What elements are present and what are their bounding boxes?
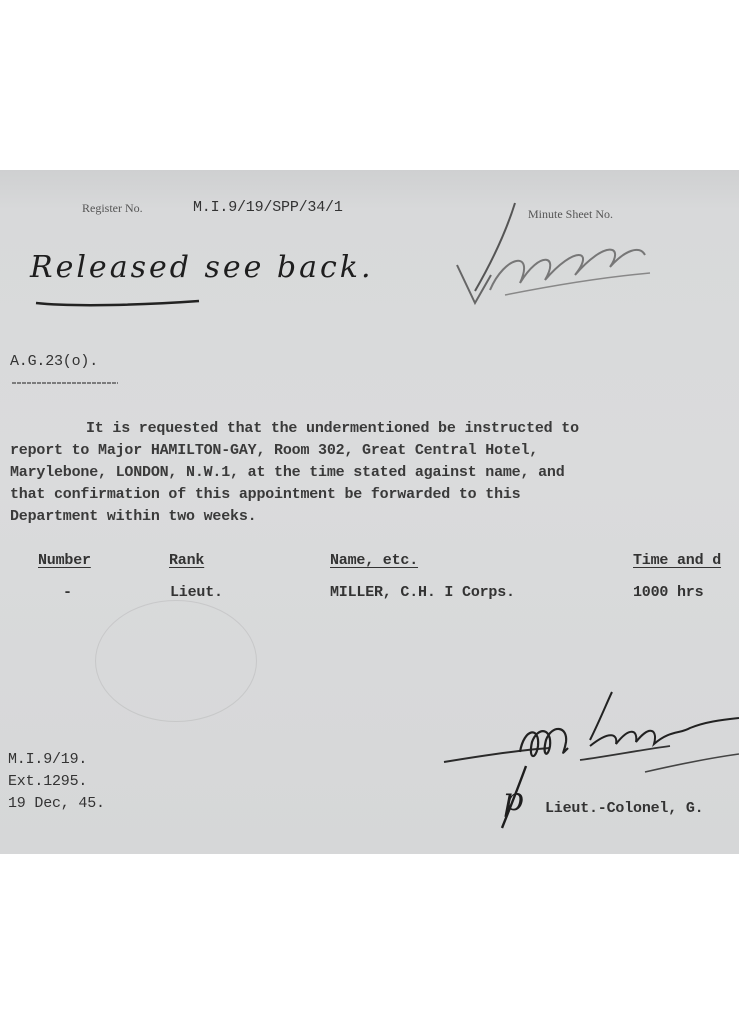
body-line-5: Department within two weeks. [10,508,257,525]
reference-underline [10,380,120,386]
footer-line-2: Ext.1295. [8,773,88,790]
handwritten-note-text: Released see back. [30,250,374,285]
table-header-number: Number [38,552,91,569]
register-label: Register No. [82,201,143,215]
faint-stamp [95,600,257,722]
table-header-name: Name, etc. [330,552,419,569]
handwritten-underline [34,293,234,313]
signatory-prefix-stroke [496,762,536,832]
signature [440,690,739,800]
document-sheet [0,170,739,854]
table-cell-number: - [63,584,72,601]
reference-code: A.G.23(o). [10,353,99,370]
body-line-2: report to Major HAMILTON-GAY, Room 302, Great Central Hotel, [10,442,539,459]
table-cell-name: MILLER, C.H. I Corps. [330,584,515,601]
minute-sheet-label: Minute Sheet No. [528,207,613,221]
footer-line-3: 19 Dec, 45. [8,795,105,812]
body-line-4: that confirmation of this appointment be forwarded to this [10,486,521,503]
body-line-1: It is requested that the undermentioned be instructed to [86,420,579,437]
initials-scribble [445,195,665,325]
table-header-time: Time and d [633,552,722,569]
handwritten-note [30,250,374,285]
signatory-prefix: p [503,780,524,818]
footer-line-1: M.I.9/19. [8,751,88,768]
body-line-3: Marylebone, LONDON, N.W.1, at the time stated against name, and [10,464,565,481]
register-number: M.I.9/19/SPP/34/1 [193,199,343,216]
table-cell-time: 1000 hrs [633,584,704,601]
table-header-rank: Rank [169,552,205,569]
table-cell-rank: Lieut. [170,584,223,601]
signatory-title: Lieut.-Colonel, G. [545,800,704,817]
